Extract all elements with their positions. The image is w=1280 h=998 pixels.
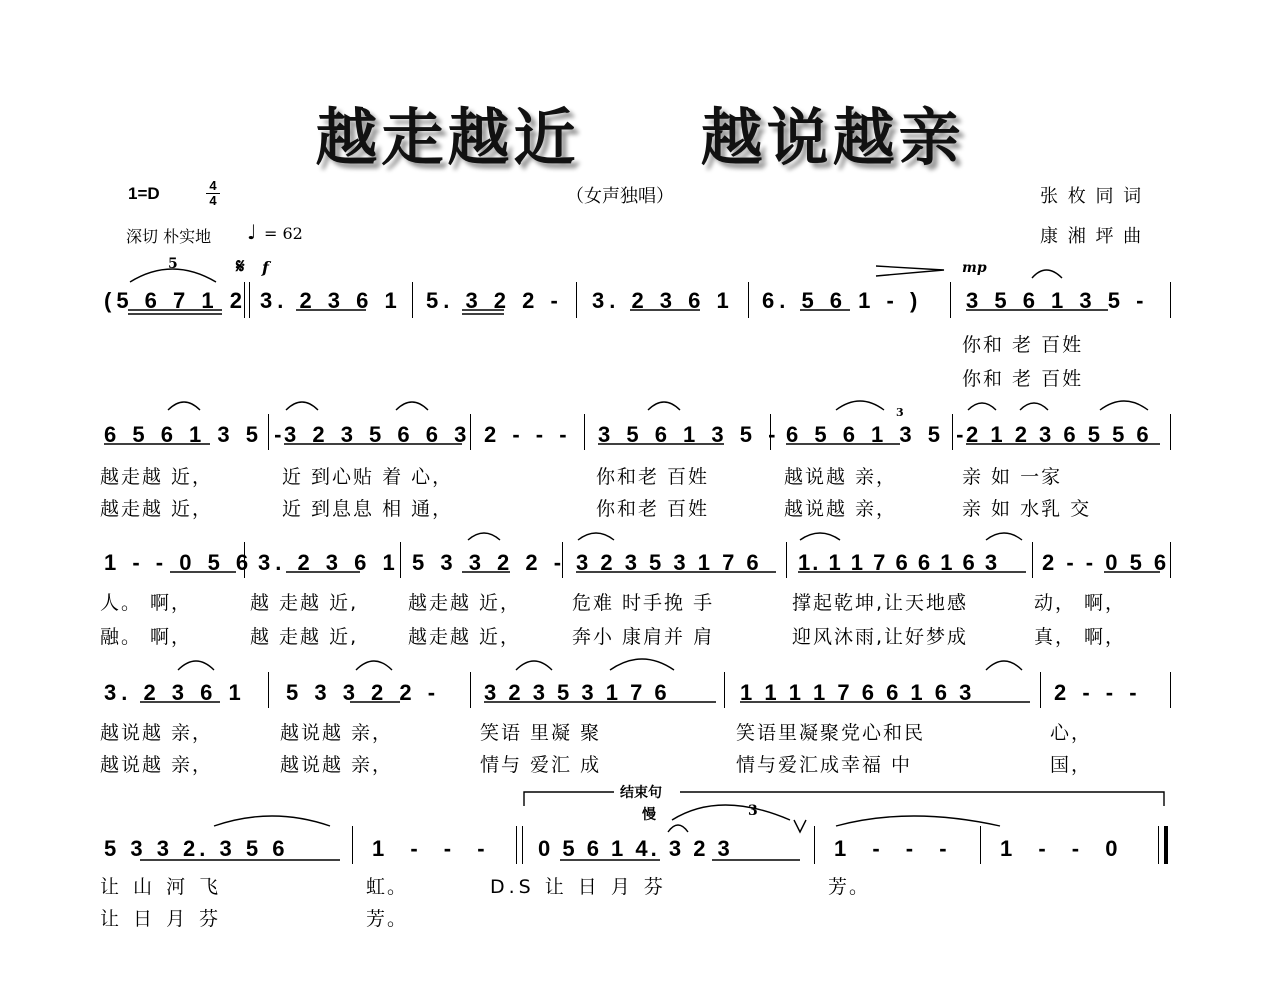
barline — [1032, 542, 1033, 578]
quarter-note-icon: ♩ — [247, 220, 257, 244]
lyric-5-4a: 芳。 — [828, 876, 871, 898]
barline — [244, 282, 245, 318]
lyric-2-1b: 越走越 近， — [100, 498, 214, 520]
slur — [836, 401, 884, 410]
triplet-mark: 3 — [748, 803, 758, 819]
lyric-4-3b: 情与 爱汇 成 — [480, 754, 602, 776]
barline — [952, 414, 953, 450]
slur — [178, 661, 214, 670]
key-signature: 1=D — [128, 184, 160, 203]
measure-2-6: 2 1 2 3 6 5 5 6 — [966, 422, 1152, 447]
song-title — [0, 88, 1280, 177]
slur — [516, 661, 552, 670]
barline — [400, 542, 401, 578]
forte-mark: f — [262, 258, 269, 277]
measure-4-3: 3 2 3 5 3 1 7 6 — [484, 680, 670, 705]
lyric-3-1b: 融。 啊， — [100, 626, 193, 648]
measure-1-6: 3 5 6 1 3 5 - — [966, 288, 1149, 313]
lyric-4-1a: 越说越 亲， — [100, 722, 214, 744]
lyricist-credit: 张 枚 同 词 — [1040, 186, 1144, 207]
performance-note: （女声独唱） — [566, 186, 674, 207]
measure-3-5: 1. 1 1 7 6 6 1 6 3 — [798, 550, 1000, 575]
barline — [786, 542, 787, 578]
barline — [268, 414, 269, 450]
measure-5-5: 1 - - 0 — [1000, 836, 1128, 861]
mezzo-piano-mark: mp — [962, 260, 987, 276]
slur — [986, 533, 1022, 540]
lyric-5-3a: D.S 让 日 月 芬 — [490, 876, 667, 898]
lyric-4-2b: 越说越 亲， — [280, 754, 394, 776]
slur — [610, 659, 674, 670]
slur — [968, 403, 996, 410]
lyric-2-2b: 近 到息息 相 通， — [282, 498, 454, 520]
slur — [672, 805, 790, 820]
measure-4-2: 5 3 3 2 2 - — [286, 680, 441, 705]
lyric-3-6b: 真， 啊， — [1034, 626, 1127, 648]
barline — [1170, 414, 1171, 450]
ending-label: 结束句 — [620, 785, 662, 801]
lyric-3-5b: 迎风沐雨,让好梦成 — [792, 626, 969, 648]
barline — [1170, 542, 1171, 578]
barline — [1170, 282, 1171, 318]
measure-5-2: 1 - - - — [372, 836, 495, 861]
ending-bracket — [524, 792, 614, 806]
barline — [562, 542, 563, 578]
lyric-5-1a: 让 山 河 飞 — [100, 876, 223, 898]
measure-3-2: 3. 2 3 6 1 — [258, 550, 400, 575]
barline — [352, 826, 353, 864]
tempo-expression: 深切 朴实地 — [126, 227, 212, 246]
title-part-1: 越走越近 — [315, 101, 580, 174]
barline — [244, 542, 245, 578]
measure-1-5: 6. 5 6 1 - ) — [762, 288, 923, 313]
slur — [1032, 270, 1062, 278]
barline — [516, 826, 517, 864]
measure-1-2: 3. 2 3 6 1 — [260, 288, 402, 313]
lyric-3-4a: 危难 时手挽 手 — [572, 592, 715, 614]
measure-3-1: 1 - - 0 5 6 — [104, 550, 254, 575]
quintuplet-mark: 5 — [168, 256, 178, 272]
lyric-4-4b: 情与爱汇成幸福 中 — [736, 754, 913, 776]
lyric-4-1b: 越说越 亲， — [100, 754, 214, 776]
title-part-2: 越说越亲 — [700, 101, 965, 174]
barline — [1158, 826, 1159, 864]
measure-2-2: 3 2 3 5 6 6 3 — [284, 422, 472, 447]
barline — [1170, 672, 1171, 708]
lyric-3-4b: 奔小 康肩并 肩 — [572, 626, 715, 648]
lyric-3-1a: 人。 啊， — [100, 592, 193, 614]
barline — [584, 414, 585, 450]
tempo-value: = 62 — [264, 224, 303, 243]
slur — [836, 816, 1000, 826]
composer-credit: 康 湘 坪 曲 — [1040, 226, 1144, 247]
lyric-line-1-1: 你和 老 百姓 — [962, 334, 1084, 356]
barline — [950, 282, 951, 318]
barline — [980, 826, 981, 864]
barline — [470, 672, 471, 708]
lyric-3-3b: 越走越 近， — [408, 626, 522, 648]
slur — [578, 533, 614, 540]
slur — [1020, 403, 1048, 410]
measure-2-3: 2 - - - — [484, 422, 572, 447]
measure-3-6: 2 - - 0 5 6 — [1042, 550, 1170, 575]
measure-5-1: 5 3 3 2. 3 5 6 — [104, 836, 289, 861]
lyric-5-1b: 让 日 月 芬 — [100, 908, 223, 930]
slur — [468, 533, 500, 540]
measure-3-3: 5 3 3 2 2 - — [412, 550, 567, 575]
lyric-4-3a: 笑语 里凝 聚 — [480, 722, 602, 744]
lyric-4-2a: 越说越 亲， — [280, 722, 394, 744]
decrescendo-hairpin — [876, 266, 944, 276]
barline — [748, 282, 749, 318]
measure-3-4: 3 2 3 5 3 1 7 6 — [576, 550, 762, 575]
lyric-3-2b: 越 走越 近, — [250, 626, 359, 648]
final-barline — [1164, 826, 1168, 864]
lyric-3-6a: 动， 啊， — [1034, 592, 1127, 614]
lyric-2-1a: 越走越 近， — [100, 466, 214, 488]
lyric-4-5b: 国， — [1050, 754, 1093, 776]
lyric-2-5b: 越说越 亲， — [784, 498, 898, 520]
slur — [800, 533, 840, 540]
grace-note-mark: 3 — [896, 406, 904, 419]
measure-2-5: 6 5 6 1 3 5 - — [786, 422, 969, 447]
lyric-3-5a: 撑起乾坤,让天地感 — [792, 592, 969, 614]
slur — [986, 661, 1022, 670]
measure-1-3: 5. 3 2 2 - — [426, 288, 563, 313]
lyric-3-3a: 越走越 近， — [408, 592, 522, 614]
barline — [412, 282, 413, 318]
measure-2-1: 6 5 6 1 3 5 - — [104, 422, 287, 447]
measure-2-4: 3 5 6 1 3 5 - — [598, 422, 781, 447]
time-signature-top: 4 — [209, 178, 217, 193]
barline — [770, 414, 771, 450]
measure-4-1: 3. 2 3 6 1 — [104, 680, 246, 705]
measure-5-3: 0 5 6 1 4. 3 2 3 — [538, 836, 733, 861]
slur — [168, 402, 200, 410]
slur — [1100, 401, 1148, 410]
measure-1-1: (5 6 7 1 2 — [104, 288, 247, 313]
measure-4-5: 2 - - - — [1054, 680, 1142, 705]
slur — [214, 816, 330, 826]
barline — [268, 672, 269, 708]
lyric-3-2a: 越 走越 近, — [250, 592, 359, 614]
lyric-2-6a: 亲 如 一家 — [962, 466, 1063, 488]
time-signature-bottom: 4 — [209, 193, 217, 208]
measure-5-4: 1 - - - — [834, 836, 957, 861]
lyric-line-1-2: 你和 老 百姓 — [962, 368, 1084, 390]
lyric-4-5a: 心， — [1050, 722, 1093, 744]
barline — [249, 282, 250, 318]
barline — [1040, 672, 1041, 708]
measure-1-4: 3. 2 3 6 1 — [592, 288, 734, 313]
measure-4-4: 1 1 1 1 7 6 6 1 6 3 — [740, 680, 975, 705]
slur — [356, 661, 392, 670]
lyric-2-4b: 你和老 百姓 — [596, 498, 710, 520]
barline — [814, 826, 815, 864]
segno-icon: 𝄋 — [236, 254, 245, 278]
lyric-2-6b: 亲 如 水乳 交 — [962, 498, 1092, 520]
lyric-2-5a: 越说越 亲， — [784, 466, 898, 488]
barline — [724, 672, 725, 708]
slur — [396, 402, 428, 410]
time-signature — [206, 180, 220, 207]
barline — [470, 414, 471, 450]
lyric-2-2a: 近 到心贴 着 心， — [282, 466, 454, 488]
slur — [648, 402, 680, 410]
lyric-4-4a: 笑语里凝聚党心和民 — [736, 722, 926, 744]
breath-mark — [794, 820, 806, 832]
barline — [576, 282, 577, 318]
lyric-5-2b: 芳。 — [366, 908, 409, 930]
fermata-arc — [668, 825, 688, 832]
lyric-5-2a: 虹。 — [366, 876, 409, 898]
slow-mark: 慢 — [642, 807, 656, 823]
barline — [522, 826, 523, 864]
slur — [286, 402, 318, 410]
lyric-2-4a: 你和老 百姓 — [596, 466, 710, 488]
